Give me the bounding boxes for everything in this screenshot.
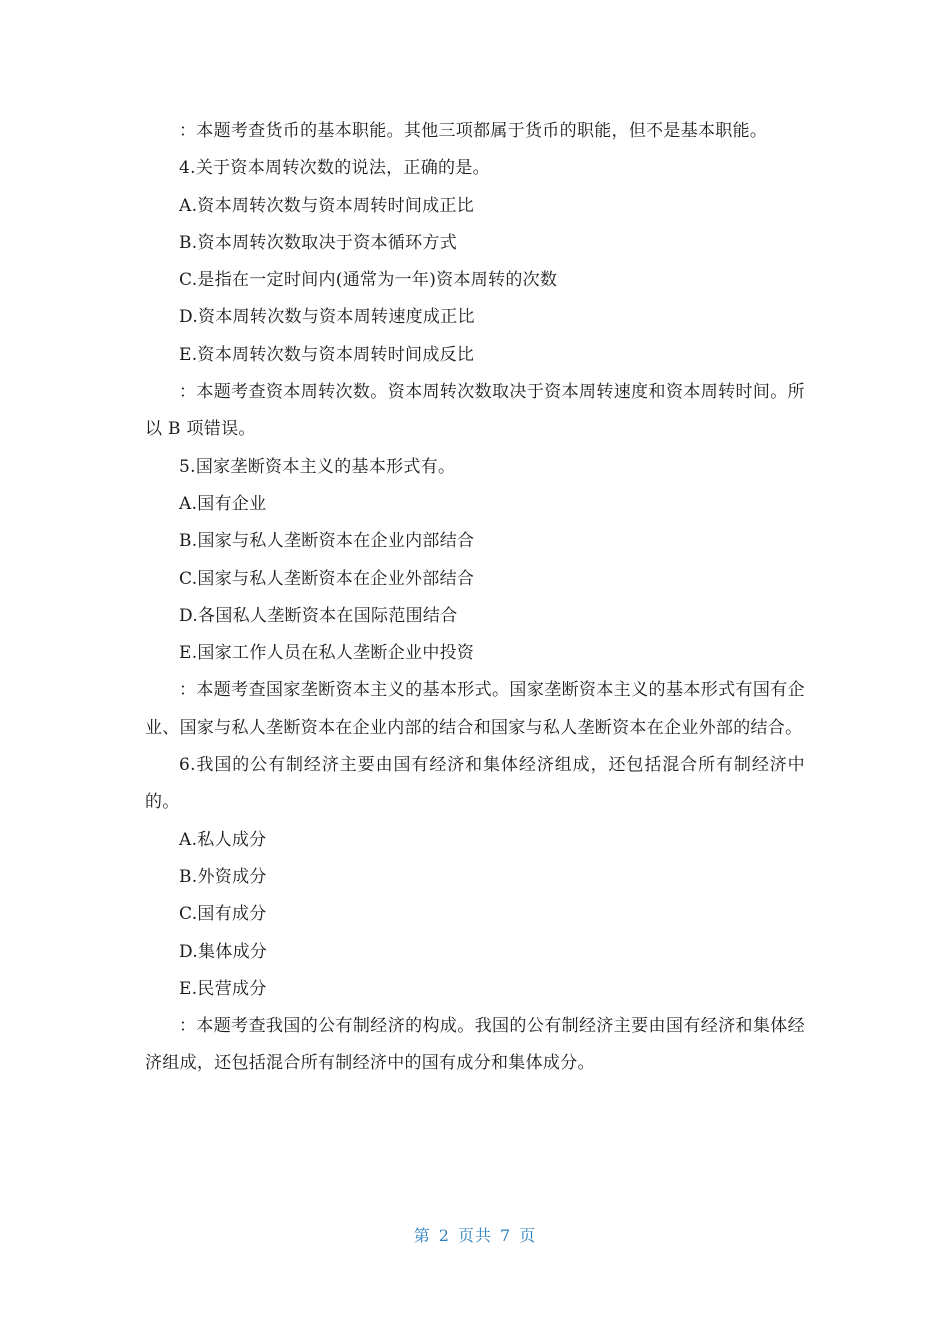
question-6-option-d: D.集体成分 — [179, 941, 268, 962]
question-5-option-d: D.各国私人垄断资本在国际范围结合 — [179, 605, 458, 626]
footer-current-page: 2 — [438, 1226, 450, 1245]
footer-suffix: 页 — [519, 1226, 537, 1245]
question-6-option-e: E.民营成分 — [179, 978, 267, 999]
question-6-option-c: C.国有成分 — [179, 904, 267, 925]
page-number-footer — [0, 1223, 950, 1246]
footer-prefix: 第 — [413, 1226, 431, 1245]
question-4-option-e: E.资本周转次数与资本周转时间成反比 — [179, 344, 475, 365]
question-4-stem: 4.关于资本周转次数的说法，正确的是。 — [179, 158, 490, 179]
question-5-option-c: C.国家与私人垄断资本在企业外部结合 — [179, 568, 475, 589]
explanation-q5: ：本题考查国家垄断资本主义的基本形式。国家垄断资本主义的基本形式有国有企业、国家与私人垄断资本在企业内部的结合和国家与私人垄断资本在企业外部的结合。 — [145, 680, 805, 738]
footer-middle: 页共 — [457, 1226, 492, 1245]
question-5-option-b: B.国家与私人垄断资本在企业内部结合 — [179, 531, 475, 552]
question-6-stem: 6.我国的公有制经济主要由国有经济和集体经济组成，还包括混合所有制经济中的。 — [145, 755, 805, 813]
question-4-option-c: C.是指在一定时间内(通常为一年)资本周转的次数 — [179, 270, 558, 291]
question-4-option-a: A.资本周转次数与资本周转时间成正比 — [179, 195, 475, 216]
question-5-stem: 5.国家垄断资本主义的基本形式有。 — [179, 456, 456, 477]
question-4-option-b: B.资本周转次数取决于资本循环方式 — [179, 232, 457, 253]
question-5-option-a: A.国有企业 — [179, 493, 267, 514]
explanation-q3: ：本题考查货币的基本职能。其他三项都属于货币的职能，但不是基本职能。 — [179, 121, 768, 141]
question-6-option-a: A.私人成分 — [179, 829, 267, 850]
question-4-option-d: D.资本周转次数与资本周转速度成正比 — [179, 307, 475, 328]
question-6-option-b: B.外资成分 — [179, 866, 267, 887]
explanation-q4: ：本题考查资本周转次数。资本周转次数取决于资本周转速度和资本周转时间。所以 B 项错误。 — [145, 382, 805, 440]
footer-total-pages: 7 — [500, 1226, 512, 1245]
question-5-option-e: E.国家工作人员在私人垄断企业中投资 — [179, 643, 475, 664]
explanation-q6: ：本题考查我国的公有制经济的构成。我国的公有制经济主要由国有经济和集体经济组成，还包括混合所有制经济中的国有成分和集体成分。 — [145, 1016, 805, 1074]
document-body — [145, 113, 805, 1083]
